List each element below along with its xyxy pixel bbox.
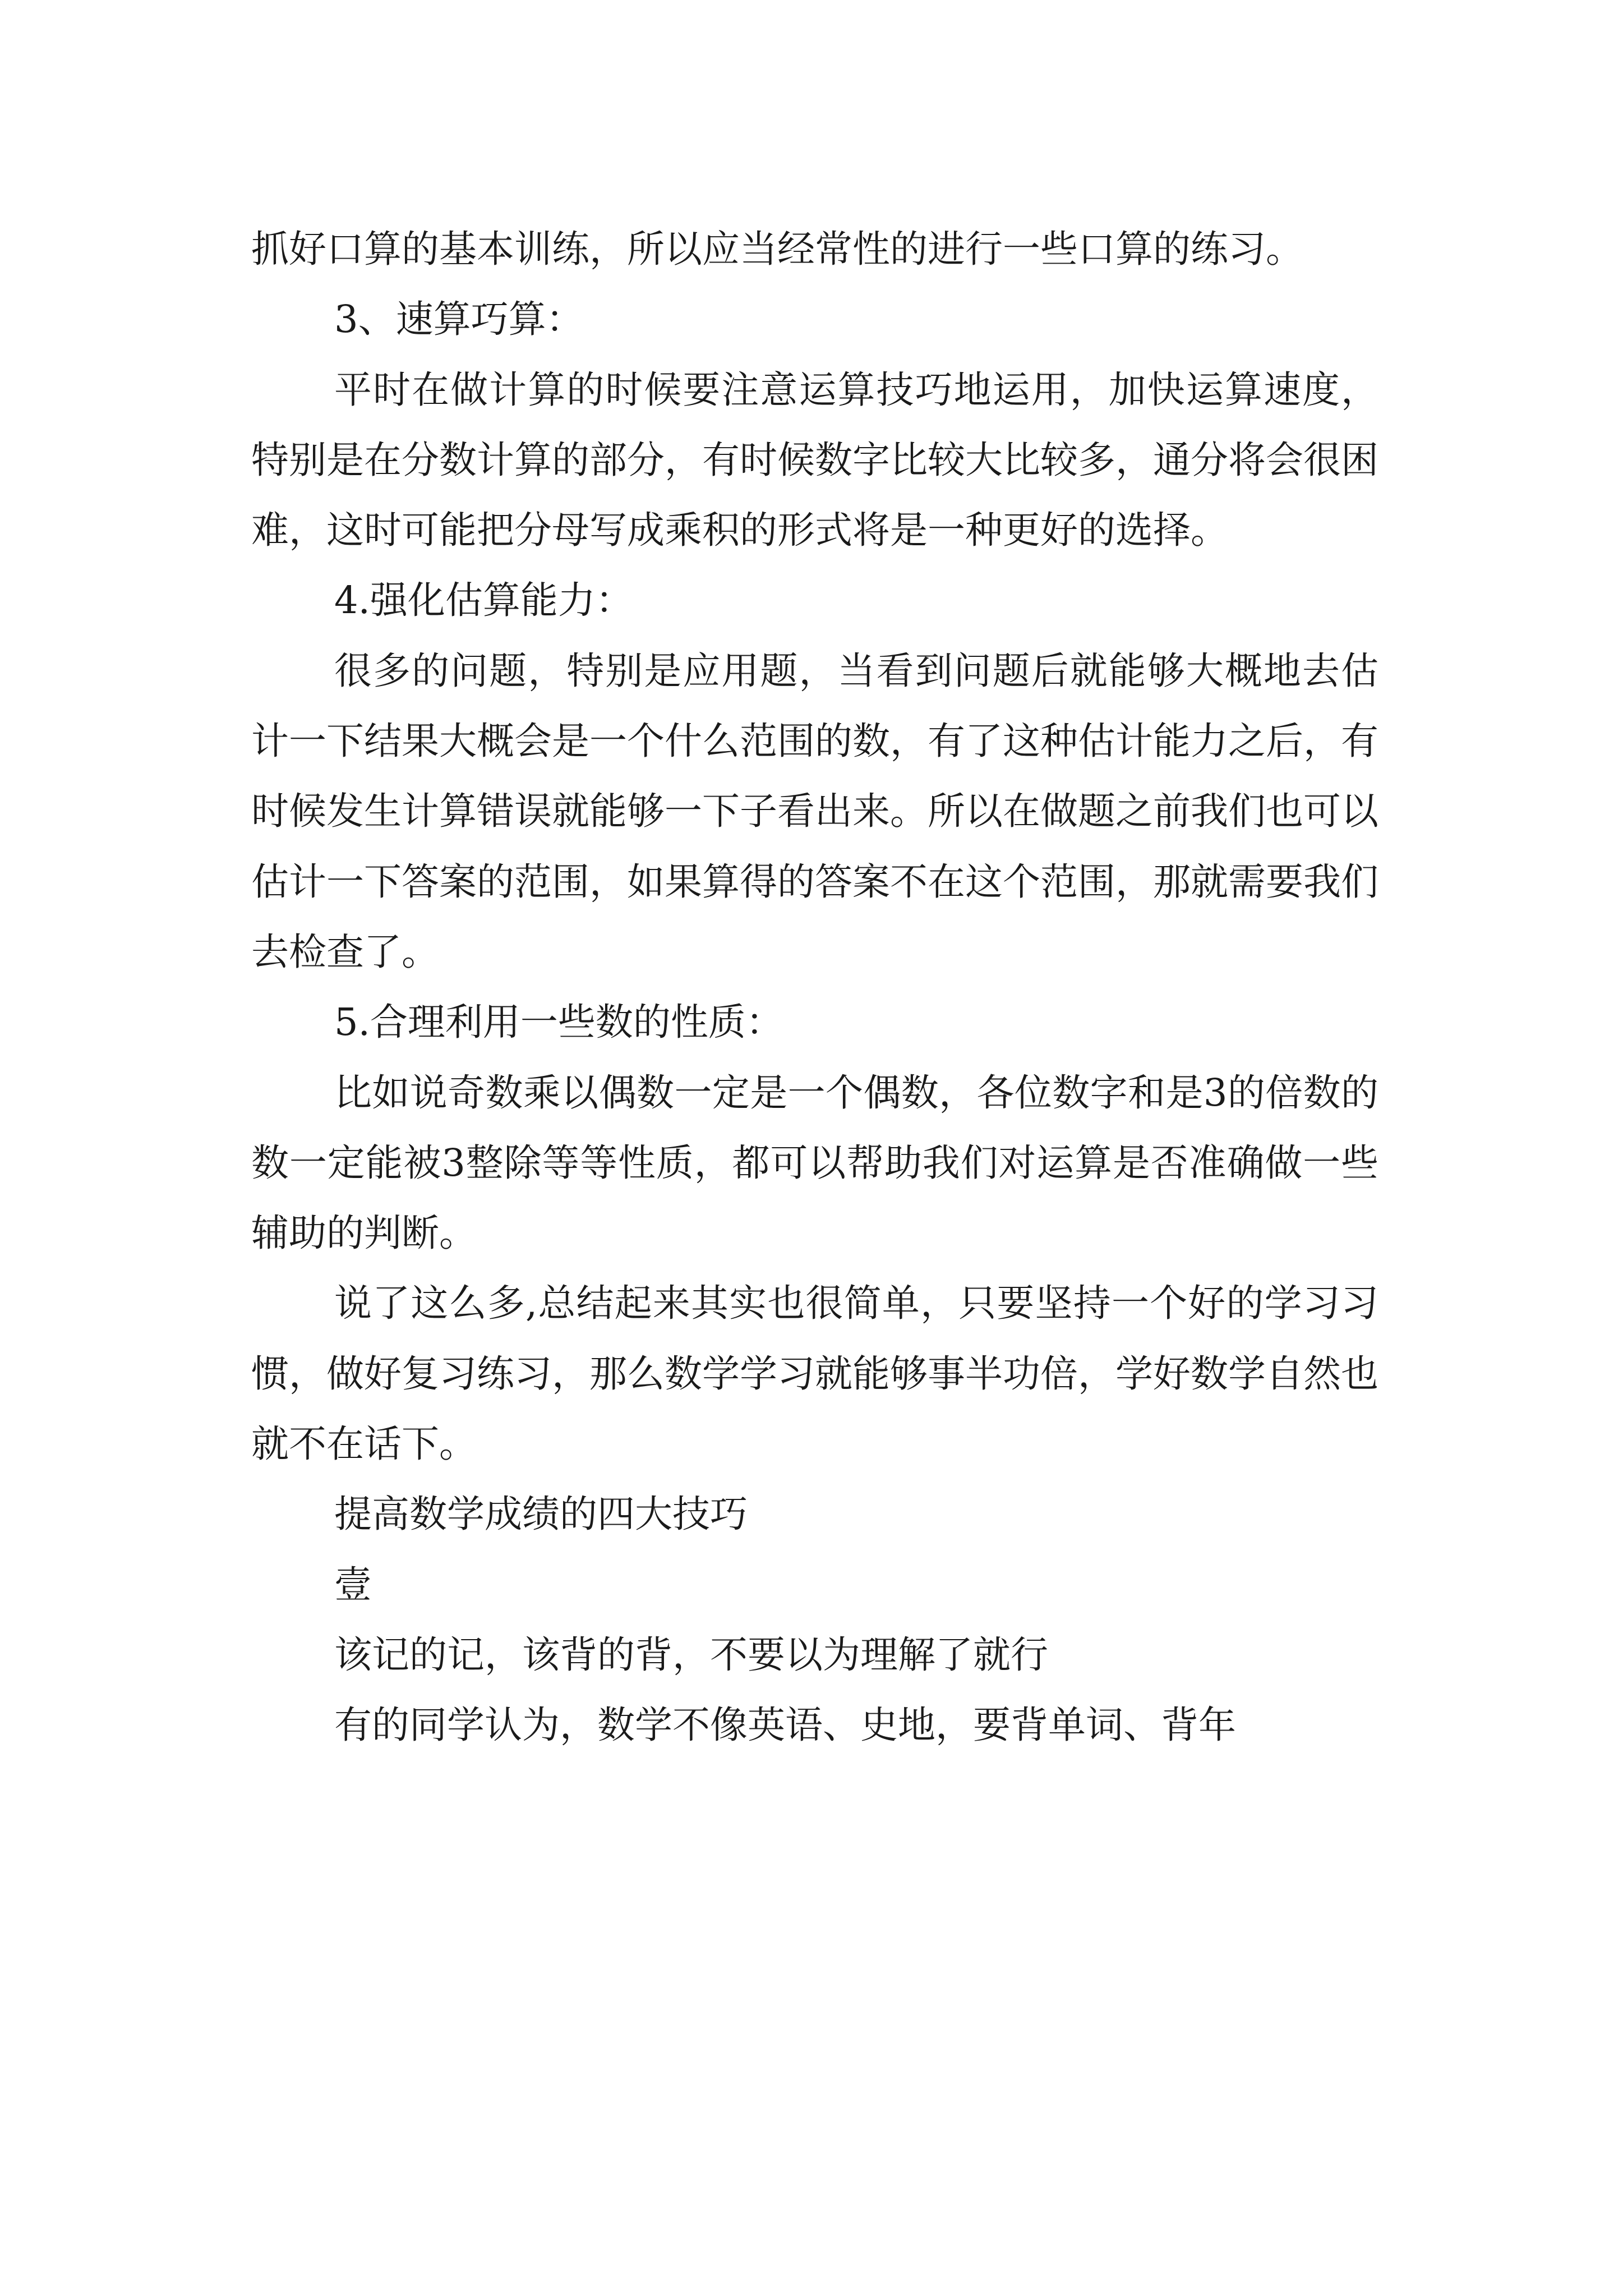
heading-number-properties: 5.合理利用一些数的性质： (334, 1000, 783, 1045)
heading-memorize: 该记的记，该背的背，不要以为理解了就行 (334, 1632, 1048, 1677)
heading-four-tips: 提高数学成绩的四大技巧 (334, 1492, 748, 1536)
paragraph-memorize: 有的同学认为，数学不像英语、史地，要背单词、背年 (334, 1703, 1236, 1747)
document-body (251, 214, 1378, 1761)
heading-speed-calc: 3、速算巧算： (334, 297, 584, 342)
paragraph-summary: 说了这么多,总结起来其实也很简单，只要坚持一个好的学习习惯，做好复习练习，那么数学学习就能够事半功倍，学好数学自然也就不在话下。 (251, 1281, 1378, 1466)
paragraph-estimation: 很多的问题，特别是应用题，当看到问题后就能够大概地去估计一下结果大概会是一个什么范围的数，有了这种估计能力之后，有时候发生计算错误就能够一下子看出来。所以在做题之前我们也可以估计一下答案的范围，如果算得的答案不在这个范围，那就需要我们去检查了。 (251, 648, 1378, 974)
heading-part-one: 壹 (334, 1562, 372, 1607)
paragraph-speed-calc: 平时在做计算的时候要注意运算技巧地运用，加快运算速度，特别是在分数计算的部分，有时候数字比较大比较多，通分将会很困难，这时可能把分母写成乘积的形式将是一种更好的选择。 (251, 367, 1378, 553)
paragraph-oral-calc-training: 抓好口算的基本训练，所以应当经常性的进行一些口算的练习。 (251, 227, 1303, 271)
paragraph-number-properties: 比如说奇数乘以偶数一定是一个偶数，各位数字和是3的倍数的数一定能被3整除等等性质，都可以帮助我们对运算是否准确做一些辅助的判断。 (251, 1070, 1378, 1255)
heading-estimation: 4.强化估算能力： (334, 578, 633, 623)
